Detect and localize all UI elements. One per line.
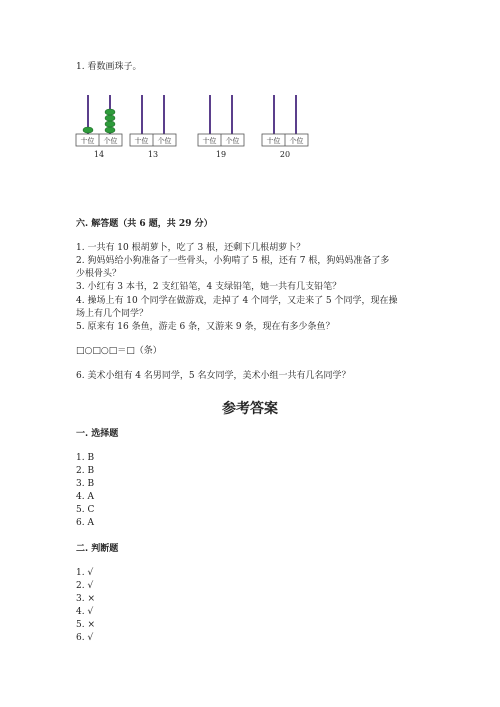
abacus-label-ones: 个位 (289, 137, 304, 145)
abacus-number: 19 (215, 150, 227, 159)
answer-item: 5. × (76, 620, 95, 630)
abacus-label-ones: 个位 (157, 137, 172, 145)
answer-item: 1. B (76, 453, 95, 463)
answer-item: 4. A (76, 492, 94, 502)
answer-item: 6. √ (76, 633, 94, 643)
answer-item: 2. B (76, 466, 95, 476)
ones-bead (105, 121, 115, 127)
abacus-label-tens: 十位 (266, 137, 281, 145)
tens-bead (83, 127, 93, 133)
answers-part1-heading: 一. 选择题 (76, 429, 119, 439)
abacus-label-tens: 十位 (80, 137, 95, 145)
answer-item: 1. √ (76, 568, 94, 578)
ones-bead (105, 127, 115, 133)
question-1-text: 1. 看数画珠子。 (76, 62, 142, 72)
ones-bead (105, 109, 115, 115)
answers-part2-heading: 二. 判断题 (76, 544, 119, 554)
abacus-label-tens: 十位 (134, 137, 149, 145)
section-6-item: 1. 一共有 10 根胡萝卜，吃了 3 根，还剩下几根胡萝卜？ (76, 243, 306, 253)
section-6-item: 4. 操场上有 10 个同学在做游戏，走掉了 4 个同学，又走来了 5 个同学，现在操 (76, 296, 398, 306)
abacus-13 (130, 95, 176, 159)
abacus-number: 20 (279, 150, 291, 159)
abacus-number: 14 (93, 150, 105, 159)
section-6-item: 3. 小红有 3 本书，2 支红铅笔，4 支绿铅笔，她一共有几支铅笔？ (76, 282, 342, 292)
answer-formula: □○□○□＝□（条） (76, 346, 162, 356)
abacus-svg (70, 93, 430, 163)
answer-item: 2. √ (76, 581, 94, 591)
answer-item: 3. × (76, 594, 95, 604)
section-6-item: 场上有几个同学？ (76, 309, 149, 319)
abacus-number: 13 (147, 150, 159, 159)
abacus-20 (262, 95, 308, 159)
ones-bead (105, 115, 115, 121)
answer-item: 5. C (76, 505, 95, 515)
answer-item: 3. B (76, 479, 95, 489)
abacus-label-tens: 十位 (202, 137, 217, 145)
answer-item: 4. √ (76, 607, 94, 617)
section-6-item-6: 6. 美术小组有 4 名男同学，5 名女同学，美术小组一共有几名同学？ (76, 371, 351, 381)
section-6-item: 2. 狗妈妈给小狗准备了一些骨头，小狗啃了 5 根，还有 7 根，狗妈妈准备了多 (76, 256, 390, 266)
abacus-14 (76, 95, 122, 159)
answers-title: 参考答案 (222, 401, 278, 417)
section-6-heading: 六. 解答题（共 6 题，共 29 分） (76, 219, 213, 229)
section-6-item: 少根骨头？ (76, 269, 122, 279)
abacus-19 (198, 95, 244, 159)
abacus-label-ones: 个位 (103, 137, 118, 145)
section-6-item: 5. 原来有 16 条鱼，游走 6 条，又游来 9 条，现在有多少条鱼？ (76, 322, 335, 332)
abacus-label-ones: 个位 (225, 137, 240, 145)
answer-item: 6. A (76, 518, 94, 528)
